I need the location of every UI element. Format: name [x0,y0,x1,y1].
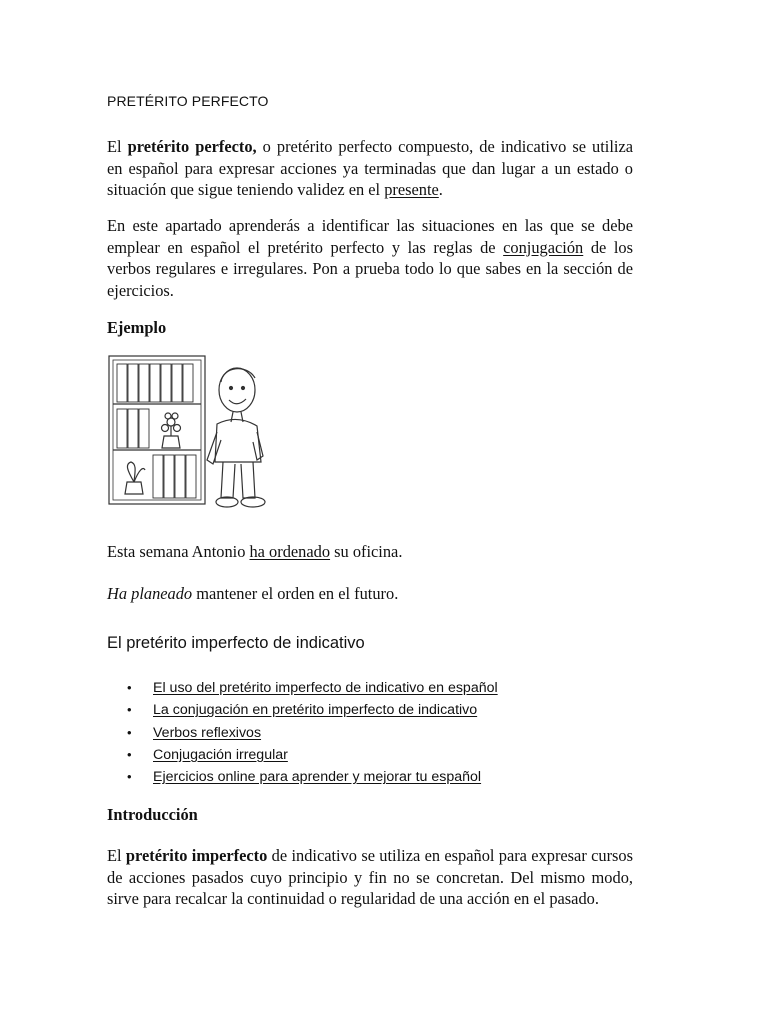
text-run: de indicativo se utiliza en español para expresar cursos de acciones pasados cuyo principio y fin no se concretan. Del mismo modo, sirve para recalcar la continuidad o regularidad de una acción en el pasado. [107,846,633,908]
link-uso-imperfecto[interactable]: El uso del pretérito imperfecto de indicativo en español [153,680,498,696]
description-paragraph [107,215,633,301]
ejemplo-heading: Ejemplo [107,318,167,337]
section-heading-imperfecto: El pretérito imperfecto de indicativo [107,634,365,652]
office-illustration [107,352,272,512]
list-item [107,699,498,721]
text-run: El [107,137,128,156]
text-run: o pretérito perfecto compuesto, de indicativo se utiliza en español para expresar acciones ya terminadas que dan lugar a un estado o situación que sigue teniendo validez en el [107,137,633,199]
list-item [107,722,498,744]
link-verbos-reflexivos[interactable]: Verbos reflexivos [153,724,262,741]
text-run: mantener el orden en el futuro. [192,584,399,603]
topic-link-list [107,677,498,788]
bookshelf [109,356,205,504]
text-run: de los verbos regulares e irregulares. Pon a prueba todo lo que sabes en la sección de ejercicios. [107,237,634,300]
text-run: El [107,846,126,865]
bullet-icon: • [127,724,132,740]
bullet-icon: • [127,702,132,718]
text-run: . [438,180,443,199]
text-run: En este apartado aprenderás a identificar las situaciones en las que se debe emplear en español el pretérito perfecto y las reglas de [107,216,633,257]
conjugacion-link[interactable]: conjugación [503,237,584,257]
ha-ordenado-link[interactable]: ha ordenado [249,542,331,561]
link-conjugacion-imperfecto[interactable]: La conjugación en pretérito imperfecto de indicativo [153,702,478,719]
man-figure [207,368,265,507]
imperfecto-paragraph [107,845,633,910]
link-ejercicios-online[interactable]: Ejercicios online para aprender y mejorar tu español [153,769,482,786]
bullet-icon: • [127,680,132,695]
page-title: PRETÉRITO PERFECTO [107,93,269,109]
list-item [107,766,498,788]
example-sentence-2 [107,584,398,604]
bullet-icon: • [127,769,132,785]
link-conjugacion-irregular[interactable]: Conjugación irregular [153,746,288,763]
introduccion-heading: Introducción [107,805,198,824]
list-item [107,744,498,766]
bullet-icon: • [127,746,132,762]
list-item [107,677,498,699]
intro-paragraph [107,136,633,201]
text-run: Esta semana Antonio [107,542,250,561]
text-run: su oficina. [330,542,403,561]
presente-link[interactable]: presente [384,180,439,199]
italic-verb: Ha planeado [107,584,193,603]
bold-term: pretérito perfecto, [127,137,257,156]
example-sentence-1 [107,542,402,562]
bold-term: pretérito imperfecto [125,846,268,865]
